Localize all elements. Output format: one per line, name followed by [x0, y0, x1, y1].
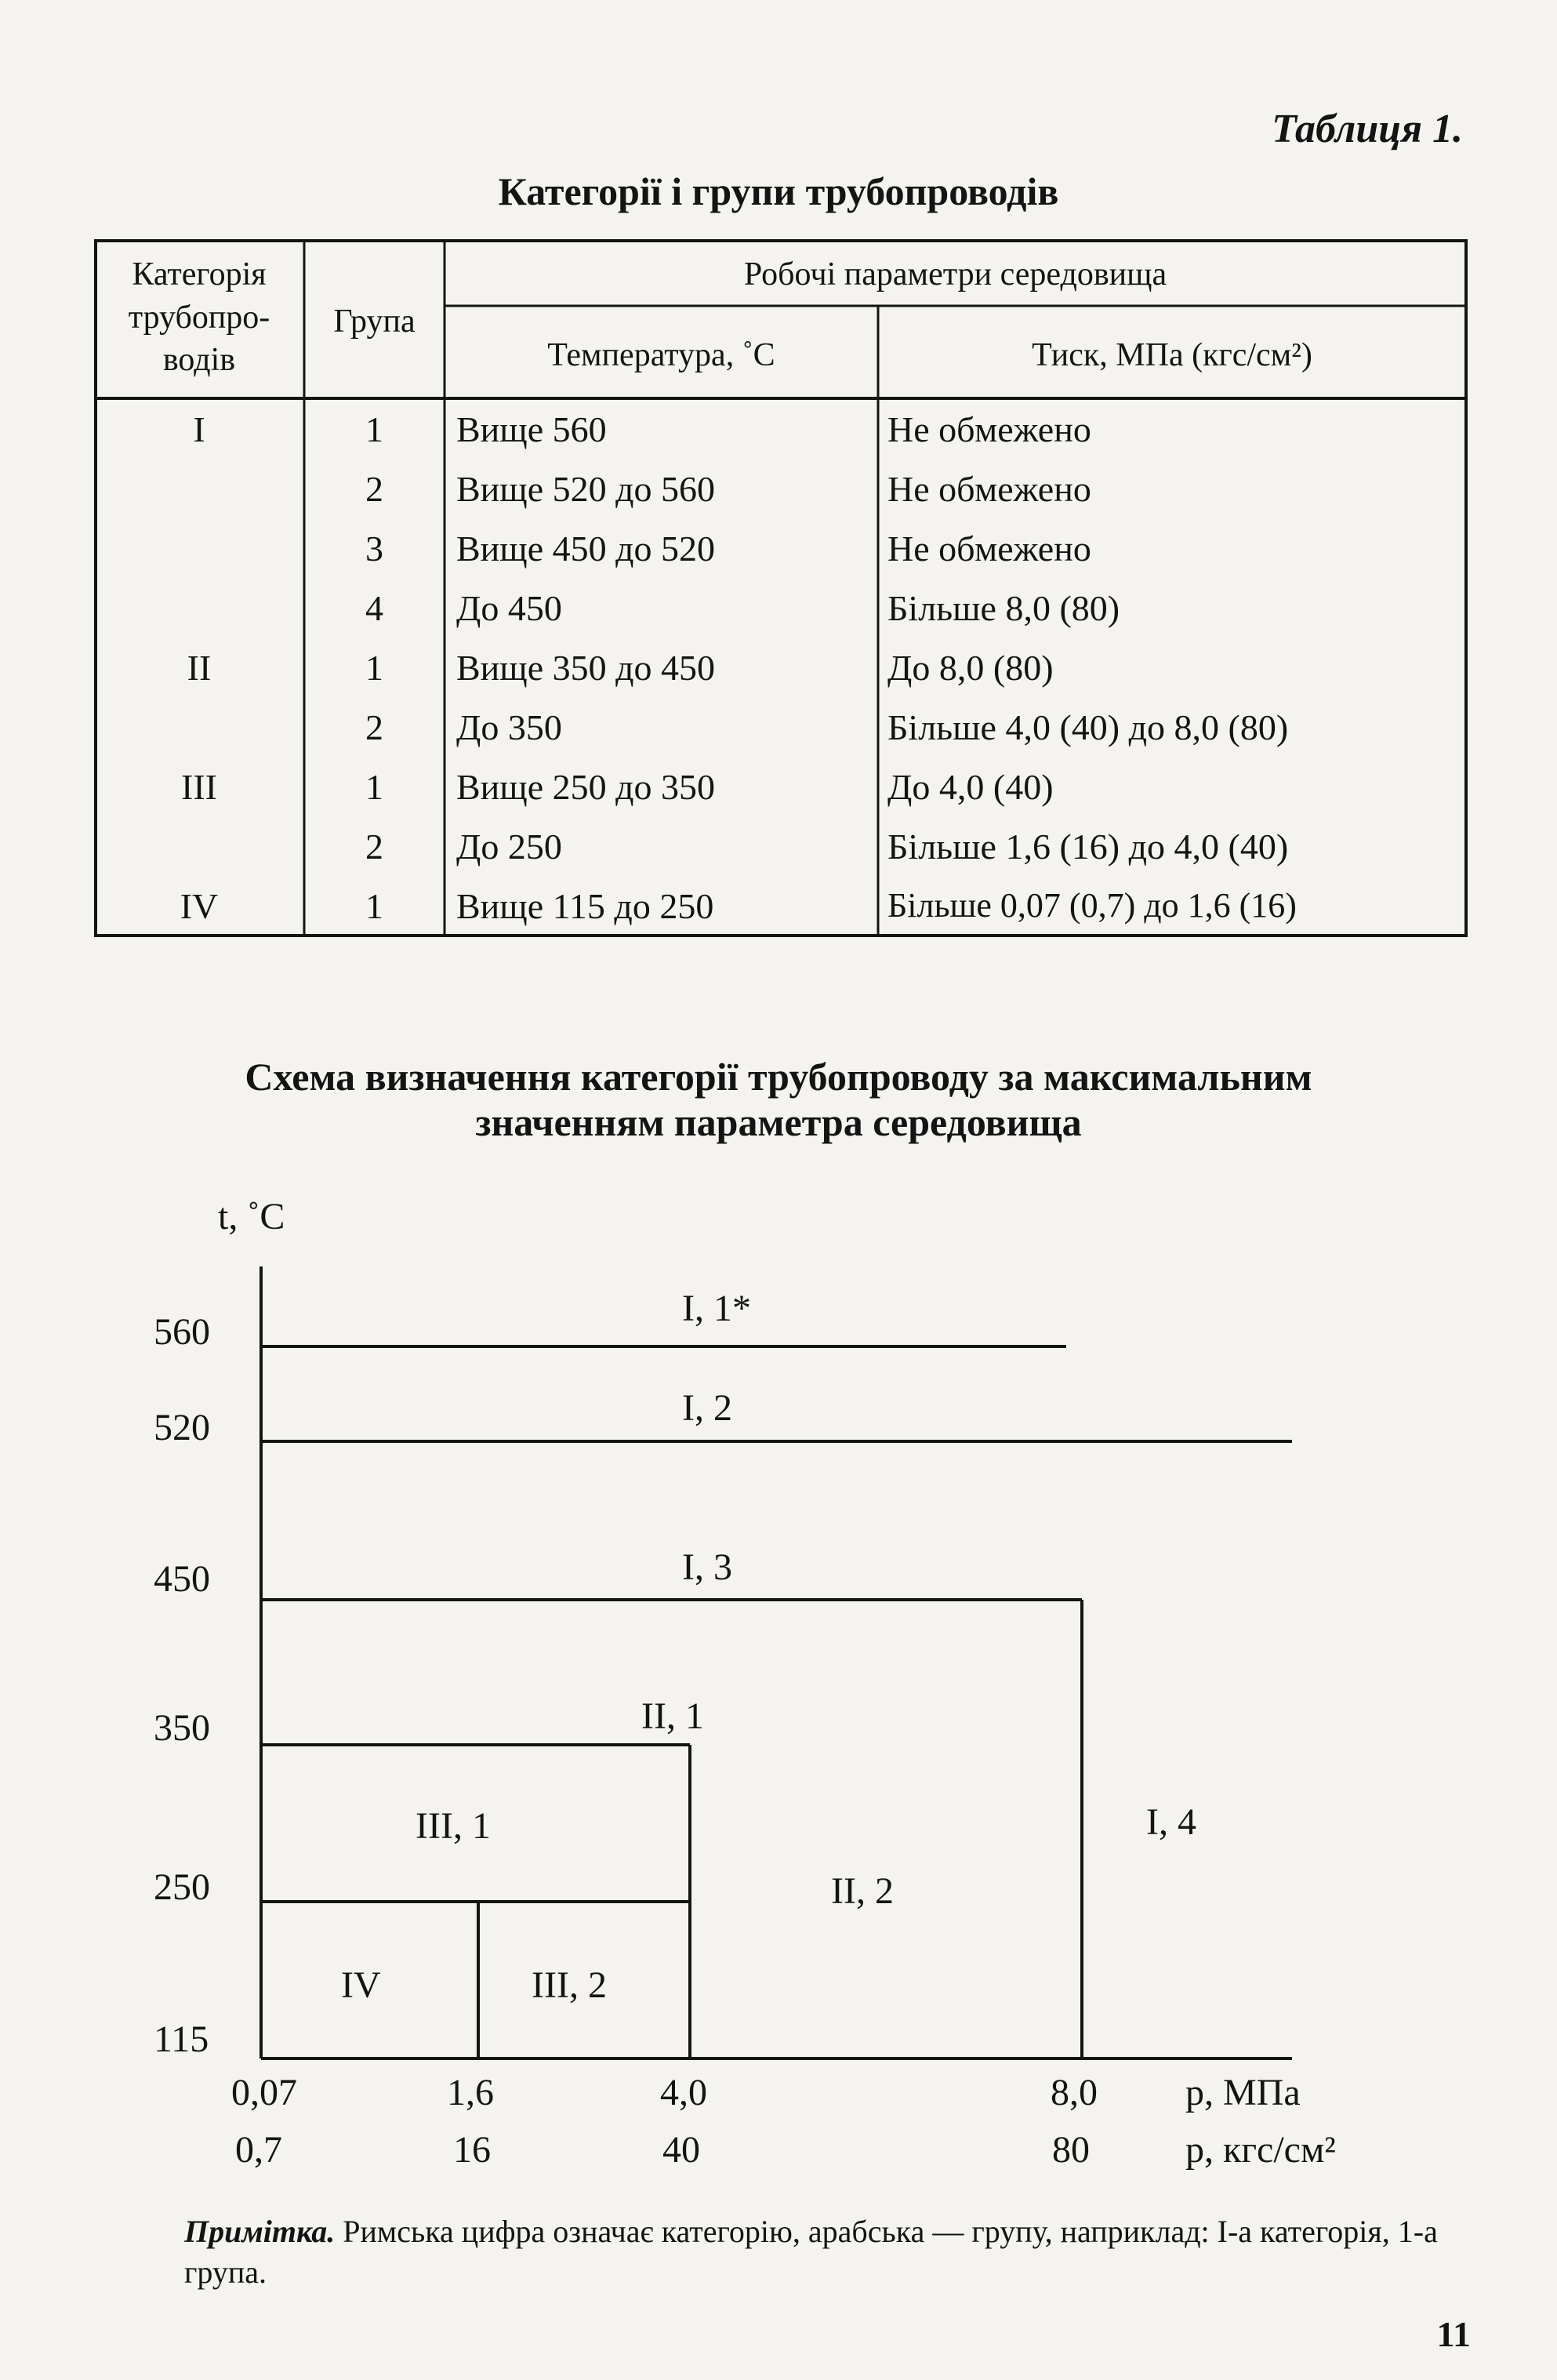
header-params: Робочі параметри середовища — [743, 256, 1167, 293]
cell-pressure: Не обмежено — [887, 529, 1091, 569]
y-tick-250: 250 — [154, 1866, 210, 1908]
header-pressure: Тиск, МПа (кгс/см²) — [1032, 337, 1312, 373]
header-category-line2: трубопро- — [128, 299, 270, 336]
x-label-kgs: p, кгс/см² — [1185, 2129, 1336, 2171]
region-ii1: II, 1 — [641, 1695, 704, 1737]
cell-pressure: Більше 1,6 (16) до 4,0 (40) — [887, 827, 1289, 867]
x-tick-kgs: 40 — [662, 2129, 700, 2171]
y-tick-560: 560 — [154, 1311, 210, 1353]
cell-group: 2 — [365, 469, 383, 509]
cell-group: 2 — [365, 827, 383, 867]
x-tick-mpa: 1,6 — [447, 2072, 494, 2113]
cell-category: II — [187, 648, 212, 688]
note-text: Римська цифра означає категорію, арабська — групу, наприклад: І-а категорія, 1-а група. — [184, 2214, 1438, 2290]
header-category-line3: водів — [162, 342, 236, 379]
page-number: 11 — [1436, 2314, 1471, 2354]
note-label: Примітка. — [184, 2214, 336, 2249]
cell-temperature: Вище 520 до 560 — [456, 469, 716, 509]
cell-temperature: До 250 — [456, 827, 562, 867]
cell-category: IV — [180, 886, 219, 926]
region-ii2: II, 2 — [831, 1870, 894, 1912]
header-category — [94, 253, 304, 382]
cell-group: 1 — [365, 886, 383, 926]
cell-temperature: Вище 115 до 250 — [456, 886, 714, 926]
cell-temperature: Вище 250 до 350 — [456, 767, 716, 807]
scheme-title-line2: значенням параметра середовища — [475, 1099, 1082, 1144]
header-temperature: Температура, ˚С — [547, 337, 775, 373]
x-tick-kgs: 0,7 — [235, 2129, 282, 2171]
region-i4: I, 4 — [1146, 1801, 1196, 1843]
scheme-title — [0, 1055, 1557, 1145]
header-category-line1: Категорія — [132, 256, 267, 293]
cell-pressure: Більше 8,0 (80) — [887, 588, 1120, 628]
region-iii1: III, 1 — [416, 1805, 491, 1847]
header-group: Група — [333, 303, 416, 340]
y-tick-450: 450 — [154, 1558, 210, 1600]
region-iv: IV — [341, 1964, 381, 2006]
y-tick-115: 115 — [154, 2018, 209, 2060]
y-axis-label: t, ˚C — [218, 1196, 285, 1237]
cell-group: 3 — [365, 529, 383, 569]
cell-category: I — [193, 409, 205, 449]
y-tick-520: 520 — [154, 1407, 210, 1448]
cell-pressure: Не обмежено — [887, 469, 1091, 509]
x-tick-mpa: 8,0 — [1051, 2072, 1098, 2113]
cell-pressure: Більше 0,07 (0,7) до 1,6 (16) — [887, 886, 1297, 925]
region-i3: I, 3 — [682, 1546, 732, 1588]
y-tick-350: 350 — [154, 1707, 210, 1749]
cell-group: 2 — [365, 707, 383, 747]
cell-temperature: Вище 450 до 520 — [456, 529, 716, 569]
pipeline-table — [94, 239, 1468, 937]
cell-temperature: До 450 — [456, 588, 562, 628]
x-tick-mpa: 4,0 — [660, 2072, 707, 2113]
x-tick-kgs: 80 — [1052, 2129, 1090, 2171]
region-iii2: III, 2 — [532, 1964, 607, 2006]
cell-temperature: Вище 350 до 450 — [456, 648, 716, 688]
region-i2: I, 2 — [682, 1387, 732, 1429]
cell-group: 1 — [365, 767, 383, 807]
table-label: Таблиця 1. — [1272, 107, 1463, 151]
cell-group: 1 — [365, 409, 383, 449]
cell-category: III — [181, 767, 217, 807]
scheme-title-line1: Схема визначення категорії трубопроводу за максимальним — [245, 1055, 1312, 1099]
x-label-mpa: p, МПа — [1185, 2072, 1301, 2113]
cell-temperature: Вище 560 — [456, 409, 607, 449]
cell-pressure: Більше 4,0 (40) до 8,0 (80) — [887, 707, 1289, 747]
cell-group: 1 — [365, 648, 383, 688]
cell-pressure: Не обмежено — [887, 409, 1091, 449]
x-tick-mpa: 0,07 — [231, 2072, 297, 2113]
note — [184, 2211, 1501, 2293]
cell-pressure: До 4,0 (40) — [887, 767, 1054, 807]
cell-temperature: До 350 — [456, 707, 562, 747]
cell-pressure: До 8,0 (80) — [887, 648, 1054, 688]
table-title: Категорії і групи трубопроводів — [498, 169, 1059, 213]
cell-group: 4 — [365, 588, 383, 628]
region-i1: I, 1* — [682, 1288, 751, 1329]
x-tick-kgs: 16 — [453, 2129, 491, 2171]
